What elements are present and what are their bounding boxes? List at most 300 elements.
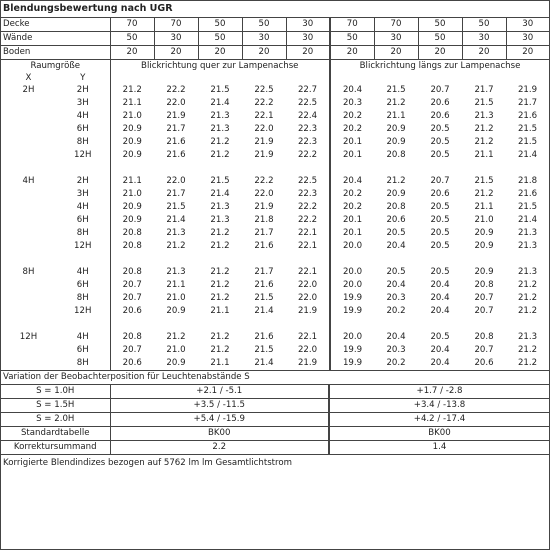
ugr-cross-value: 22.2	[297, 150, 318, 160]
ugr-along-value: 21.7	[474, 85, 494, 95]
ugr-cross-value: 21.7	[254, 228, 274, 238]
standard-table-row	[1, 427, 549, 441]
table-row	[1, 214, 549, 227]
ugr-along-value: 20.2	[330, 123, 374, 136]
room-x-empty	[1, 305, 56, 318]
ugr-along-value: 20.5	[430, 150, 450, 160]
ugr-along-value: 21.1	[474, 202, 494, 212]
ugr-cross-value: 21.9	[297, 358, 318, 368]
ugr-along-value: 21.6	[517, 111, 538, 121]
room-y-value: 3H	[76, 189, 89, 199]
ugr-along-value: 21.0	[474, 215, 494, 225]
reflectance-value: 70	[330, 18, 374, 32]
ugr-cross-value: 22.1	[297, 267, 318, 277]
ugr-cross-value: 20.9	[110, 214, 154, 227]
ugr-along-value: 19.9	[330, 357, 374, 371]
room-x-empty	[1, 292, 56, 305]
spacing-label: S = 1.5H	[1, 399, 110, 413]
ugr-cross-value: 21.3	[210, 215, 230, 225]
ugr-cross-value: 20.9	[166, 358, 186, 368]
ugr-cross-value: 21.0	[110, 110, 154, 123]
variation-cross-value: +2.1 / -5.1	[110, 385, 329, 399]
ugr-cross-value: 21.9	[297, 306, 318, 316]
ugr-along-value: 20.5	[430, 137, 450, 147]
ugr-along-value: 21.5	[517, 137, 538, 147]
reflectance-value: 30	[154, 32, 198, 46]
ugr-along-value: 21.4	[517, 215, 538, 225]
ugr-along-value: 20.6	[474, 358, 494, 368]
correction-label: Korrektursummand	[1, 441, 110, 455]
variation-row	[1, 399, 549, 413]
room-y-value: 12H	[74, 241, 92, 251]
ugr-cross-value: 22.5	[297, 98, 318, 108]
ugr-cross-value: 21.9	[254, 202, 274, 212]
ugr-along-value: 20.5	[430, 332, 450, 342]
room-x-empty	[1, 344, 56, 357]
ugr-cross-value: 22.0	[297, 280, 318, 290]
room-x-empty	[1, 188, 56, 201]
ugr-cross-value: 22.3	[297, 124, 318, 134]
reflectance-label: Wände	[1, 32, 110, 46]
ugr-along-value: 20.7	[474, 306, 494, 316]
reflectance-value: 50	[330, 32, 374, 46]
reflectance-value: 20	[374, 46, 418, 60]
room-x-empty	[1, 214, 56, 227]
spacer-cell	[110, 318, 330, 331]
reflectance-value: 50	[242, 18, 286, 32]
ugr-along-value: 20.4	[386, 332, 406, 342]
ugr-cross-value: 21.1	[110, 97, 154, 110]
room-x-empty	[1, 136, 56, 149]
ugr-cross-value: 21.6	[166, 150, 186, 160]
ugr-cross-value: 21.2	[210, 293, 230, 303]
ugr-along-value: 20.9	[474, 241, 494, 251]
ugr-along-value: 20.8	[474, 280, 494, 290]
ugr-along-value: 19.9	[330, 305, 374, 318]
ugr-along-value: 20.7	[474, 345, 494, 355]
ugr-cross-value: 21.5	[210, 176, 230, 186]
ugr-cross-value: 20.6	[110, 357, 154, 371]
table-row	[1, 123, 549, 136]
ugr-along-value: 20.4	[430, 358, 450, 368]
table-row	[1, 201, 549, 214]
reflectance-value: 20	[506, 46, 549, 60]
ugr-along-value: 20.4	[430, 306, 450, 316]
ugr-cross-value: 21.4	[210, 189, 230, 199]
variation-row	[1, 413, 549, 427]
ugr-along-value: 20.3	[330, 97, 374, 110]
ugr-cross-value: 22.0	[166, 176, 186, 186]
ugr-cross-value: 21.2	[210, 267, 230, 277]
standard-table-quer: BK00	[110, 427, 329, 441]
ugr-along-value: 21.3	[517, 241, 538, 251]
ugr-cross-value: 22.2	[254, 98, 274, 108]
variation-along-value: +1.7 / -2.8	[329, 385, 549, 399]
spacer-cell	[330, 253, 549, 266]
ugr-cross-value: 20.9	[110, 136, 154, 149]
ugr-along-value: 19.9	[330, 344, 374, 357]
ugr-cross-value: 20.9	[166, 306, 186, 316]
variation-along-value: +3.4 / -13.8	[329, 399, 549, 413]
reflectance-value: 20	[462, 46, 506, 60]
room-x-value: 4H	[22, 176, 35, 186]
room-x-empty	[1, 110, 56, 123]
ugr-cross-value: 21.1	[210, 306, 230, 316]
ugr-cross-value: 22.5	[254, 85, 274, 95]
ugr-cross-value: 21.4	[210, 98, 230, 108]
ugr-cross-value: 20.9	[110, 123, 154, 136]
spacer-cell	[1, 253, 110, 266]
spacer-cell	[330, 318, 549, 331]
ugr-cross-value: 21.5	[210, 85, 230, 95]
ugr-cross-value: 21.2	[210, 332, 230, 342]
ugr-along-value: 21.8	[517, 176, 538, 186]
cross-direction-label: Blickrichtung quer zur Lampenachse	[110, 60, 330, 72]
ugr-cross-value: 20.9	[110, 201, 154, 214]
ugr-cross-value: 20.9	[110, 149, 154, 162]
ugr-along-value: 21.2	[474, 124, 494, 134]
ugr-cross-value: 20.8	[110, 240, 154, 253]
ugr-cross-value: 20.7	[110, 344, 154, 357]
ugr-cross-value: 21.3	[166, 267, 186, 277]
ugr-along-value: 20.5	[430, 124, 450, 134]
spacer-cell	[1, 318, 110, 331]
ugr-along-value: 20.3	[386, 293, 406, 303]
ugr-along-value: 21.1	[474, 150, 494, 160]
ugr-along-value: 21.2	[386, 98, 406, 108]
ugr-along-value: 20.2	[330, 110, 374, 123]
ugr-cross-value: 20.8	[110, 266, 154, 279]
room-x-empty	[1, 227, 56, 240]
ugr-along-value: 21.4	[517, 150, 538, 160]
ugr-along-value: 21.3	[517, 332, 538, 342]
ugr-along-value: 20.2	[330, 188, 374, 201]
ugr-cross-value: 21.7	[254, 267, 274, 277]
reflectance-value: 30	[286, 18, 330, 32]
group-spacer	[1, 162, 549, 175]
room-y-value: 6H	[76, 124, 89, 134]
table-row	[1, 305, 549, 318]
table-row	[1, 357, 549, 371]
ugr-along-value: 20.0	[330, 279, 374, 292]
ugr-along-value: 21.5	[474, 176, 494, 186]
ugr-cross-value: 22.2	[297, 215, 318, 225]
ugr-cross-value: 21.2	[210, 241, 230, 251]
ugr-cross-value: 21.0	[166, 293, 186, 303]
ugr-cross-value: 20.8	[110, 331, 154, 344]
ugr-cross-value: 20.6	[110, 305, 154, 318]
header-row	[1, 60, 549, 72]
ugr-along-value: 20.7	[430, 85, 450, 95]
table-row	[1, 110, 549, 123]
ugr-cross-value: 21.4	[166, 215, 186, 225]
ugr-along-value: 21.2	[517, 306, 538, 316]
reflectance-value: 30	[506, 32, 549, 46]
ugr-cross-value: 21.2	[210, 150, 230, 160]
ugr-along-value: 21.2	[517, 280, 538, 290]
ugr-along-value: 20.2	[386, 306, 406, 316]
table-row	[1, 188, 549, 201]
reflectance-value: 50	[418, 18, 462, 32]
table-row	[1, 227, 549, 240]
ugr-along-value: 20.5	[430, 241, 450, 251]
room-x-value: 8H	[22, 267, 35, 277]
ugr-along-value: 21.2	[474, 137, 494, 147]
ugr-cross-value: 22.1	[297, 332, 318, 342]
ugr-along-value: 20.4	[330, 84, 374, 97]
ugr-along-value: 20.5	[430, 228, 450, 238]
reflectance-table	[1, 18, 549, 60]
ugr-cross-value: 21.2	[110, 84, 154, 97]
room-y-value: 12H	[74, 306, 92, 316]
y-label: Y	[80, 73, 86, 83]
ugr-along-value: 20.1	[330, 149, 374, 162]
ugr-along-value: 20.7	[474, 293, 494, 303]
ugr-cross-value: 22.0	[166, 98, 186, 108]
ugr-cross-value: 21.1	[110, 175, 154, 188]
ugr-cross-value: 21.4	[254, 306, 274, 316]
room-y-value: 3H	[76, 98, 89, 108]
variation-table	[1, 385, 549, 455]
ugr-cross-value: 21.7	[166, 124, 186, 134]
ugr-along-value: 20.1	[330, 214, 374, 227]
ugr-cross-value: 21.6	[254, 280, 274, 290]
ugr-along-value: 21.3	[474, 111, 494, 121]
ugr-along-value: 20.5	[430, 202, 450, 212]
reflectance-row	[1, 18, 549, 32]
table-row	[1, 97, 549, 110]
room-y-value: 4H	[76, 111, 89, 121]
ugr-along-value: 21.3	[517, 267, 538, 277]
reflectance-value: 50	[418, 32, 462, 46]
ugr-along-value: 20.3	[386, 345, 406, 355]
ugr-cross-value: 21.6	[254, 332, 274, 342]
ugr-along-value: 20.8	[386, 202, 406, 212]
ugr-cross-value: 21.2	[210, 345, 230, 355]
ugr-along-value: 21.9	[517, 85, 538, 95]
spacer-cell	[1, 162, 110, 175]
reflectance-value: 20	[286, 46, 330, 60]
ugr-along-value: 21.2	[517, 358, 538, 368]
ugr-cross-value: 22.1	[297, 241, 318, 251]
ugr-cross-value: 21.5	[254, 345, 274, 355]
table-row	[1, 84, 549, 97]
ugr-along-value: 21.5	[517, 124, 538, 134]
ugr-cross-value: 21.6	[254, 241, 274, 251]
ugr-along-value: 21.7	[517, 98, 538, 108]
reflectance-value: 20	[154, 46, 198, 60]
table-row	[1, 240, 549, 253]
ugr-along-value: 20.4	[430, 293, 450, 303]
reflectance-value: 20	[198, 46, 242, 60]
ugr-cross-value: 21.1	[166, 280, 186, 290]
spacing-label: S = 2.0H	[1, 413, 110, 427]
spacer-cell	[110, 162, 330, 175]
reflectance-value: 70	[374, 18, 418, 32]
ugr-along-value: 21.1	[386, 111, 406, 121]
room-y-value: 4H	[76, 202, 89, 212]
table-row	[1, 149, 549, 162]
page-title: Blendungsbewertung nach UGR	[1, 1, 549, 18]
room-x-empty	[1, 97, 56, 110]
xy-header-row	[1, 72, 549, 84]
ugr-values-table	[1, 60, 549, 371]
ugr-along-value: 20.7	[430, 176, 450, 186]
ugr-along-value: 20.0	[330, 240, 374, 253]
room-x-empty	[1, 279, 56, 292]
ugr-cross-value: 21.5	[166, 202, 186, 212]
ugr-cross-value: 21.0	[110, 188, 154, 201]
table-row	[1, 136, 549, 149]
ugr-cross-value: 22.1	[297, 228, 318, 238]
reflectance-value: 30	[286, 32, 330, 46]
ugr-along-value: 20.2	[386, 358, 406, 368]
room-y-value: 4H	[76, 332, 89, 342]
room-y-value: 6H	[76, 345, 89, 355]
ugr-along-value: 20.9	[474, 267, 494, 277]
standard-table-laengs: BK00	[329, 427, 549, 441]
ugr-along-value: 19.9	[330, 292, 374, 305]
ugr-along-value: 20.1	[330, 227, 374, 240]
reflectance-value: 20	[330, 46, 374, 60]
ugr-cross-value: 21.7	[166, 189, 186, 199]
room-y-value: 8H	[76, 228, 89, 238]
room-y-value: 8H	[76, 358, 89, 368]
ugr-along-value: 20.6	[386, 215, 406, 225]
ugr-along-value: 21.3	[517, 228, 538, 238]
ugr-along-value: 21.5	[386, 85, 406, 95]
ugr-cross-value: 21.8	[254, 215, 274, 225]
ugr-cross-value: 21.6	[166, 137, 186, 147]
footer-note: Korrigierte Blendindizes bezogen auf 5762 lm lm Gesamtlichtstrom	[3, 458, 293, 468]
ugr-cross-value: 22.2	[166, 85, 186, 95]
ugr-along-value: 20.0	[330, 266, 374, 279]
reflectance-value: 30	[374, 32, 418, 46]
table-row	[1, 331, 549, 344]
ugr-cross-value: 21.0	[166, 345, 186, 355]
ugr-cross-value: 20.7	[110, 292, 154, 305]
table-row	[1, 292, 549, 305]
variation-cross-value: +5.4 / -15.9	[110, 413, 329, 427]
table-row	[1, 344, 549, 357]
ugr-along-value: 20.5	[430, 215, 450, 225]
ugr-cross-value: 22.0	[297, 345, 318, 355]
room-y-value: 6H	[76, 215, 89, 225]
room-y-value: 8H	[76, 137, 89, 147]
ugr-along-value: 21.2	[517, 293, 538, 303]
room-y-value: 2H	[76, 85, 89, 95]
ugr-cross-value: 21.2	[210, 228, 230, 238]
ugr-along-value: 20.6	[430, 189, 450, 199]
room-x-empty	[1, 201, 56, 214]
along-direction-label: Blickrichtung längs zur Lampenachse	[330, 60, 549, 72]
ugr-cross-value: 22.3	[297, 189, 318, 199]
room-y-value: 12H	[74, 150, 92, 160]
ugr-along-value: 21.2	[474, 189, 494, 199]
ugr-along-value: 21.5	[517, 202, 538, 212]
ugr-cross-value: 21.4	[254, 358, 274, 368]
ugr-cross-value: 22.0	[254, 124, 274, 134]
table-row	[1, 266, 549, 279]
ugr-cross-value: 22.4	[297, 111, 318, 121]
room-y-value: 8H	[76, 293, 89, 303]
reflectance-value: 20	[110, 46, 154, 60]
ugr-cross-value: 21.2	[166, 241, 186, 251]
variation-along-value: +4.2 / -17.4	[329, 413, 549, 427]
spacing-label: S = 1.0H	[1, 385, 110, 399]
reflectance-value: 50	[198, 32, 242, 46]
room-y-value: 4H	[76, 267, 89, 277]
reflectance-row	[1, 32, 549, 46]
reflectance-value: 30	[462, 32, 506, 46]
group-spacer	[1, 253, 549, 266]
ugr-cross-value: 21.3	[210, 111, 230, 121]
ugr-along-value: 20.4	[330, 175, 374, 188]
reflectance-label: Decke	[1, 18, 110, 32]
correction-quer: 2.2	[110, 441, 329, 455]
reflectance-value: 50	[110, 32, 154, 46]
room-x-empty	[1, 123, 56, 136]
ugr-along-value: 21.2	[517, 345, 538, 355]
reflectance-value: 50	[462, 18, 506, 32]
ugr-cross-value: 21.2	[210, 137, 230, 147]
reflectance-value: 30	[506, 18, 549, 32]
ugr-along-value: 20.9	[474, 228, 494, 238]
reflectance-value: 70	[154, 18, 198, 32]
ugr-along-value: 20.9	[386, 137, 406, 147]
x-label: X	[25, 73, 32, 83]
ugr-cross-value: 21.5	[254, 293, 274, 303]
ugr-along-value: 20.8	[474, 332, 494, 342]
room-y-value: 2H	[76, 176, 89, 186]
ugr-cross-value: 21.9	[254, 150, 274, 160]
ugr-cross-value: 22.1	[254, 111, 274, 121]
reflectance-value: 20	[242, 46, 286, 60]
ugr-cross-value: 21.9	[166, 111, 186, 121]
correction-laengs: 1.4	[329, 441, 549, 455]
ugr-along-value: 20.1	[330, 136, 374, 149]
spacer-cell	[330, 162, 549, 175]
ugr-along-value: 21.2	[386, 176, 406, 186]
variation-title: Variation der Beobachterposition für Leuchtenabstände S	[1, 371, 549, 385]
reflectance-label: Boden	[1, 46, 110, 60]
variation-cross-value: +3.5 / -11.5	[110, 399, 329, 413]
ugr-cross-value: 21.1	[210, 358, 230, 368]
ugr-along-value: 20.6	[430, 98, 450, 108]
ugr-cross-value: 21.2	[210, 280, 230, 290]
ugr-along-value: 20.2	[330, 201, 374, 214]
spacer-cell	[110, 253, 330, 266]
ugr-along-value: 20.6	[430, 111, 450, 121]
ugr-along-value: 20.8	[386, 150, 406, 160]
ugr-along-value: 20.9	[386, 189, 406, 199]
ugr-cross-value: 22.0	[254, 189, 274, 199]
ugr-along-value: 21.5	[474, 98, 494, 108]
reflectance-value: 70	[110, 18, 154, 32]
ugr-along-value: 20.4	[386, 241, 406, 251]
standard-table-label: Standardtabelle	[1, 427, 110, 441]
ugr-cross-value: 21.3	[210, 202, 230, 212]
ugr-cross-value: 20.8	[110, 227, 154, 240]
ugr-cross-value: 22.2	[254, 176, 274, 186]
ugr-cross-value: 20.7	[110, 279, 154, 292]
ugr-cross-value: 22.0	[297, 293, 318, 303]
room-x-empty	[1, 149, 56, 162]
ugr-cross-value: 22.3	[297, 137, 318, 147]
ugr-cross-value: 22.2	[297, 202, 318, 212]
room-size-label: Raumgröße	[30, 61, 81, 71]
room-x-value: 2H	[22, 85, 35, 95]
